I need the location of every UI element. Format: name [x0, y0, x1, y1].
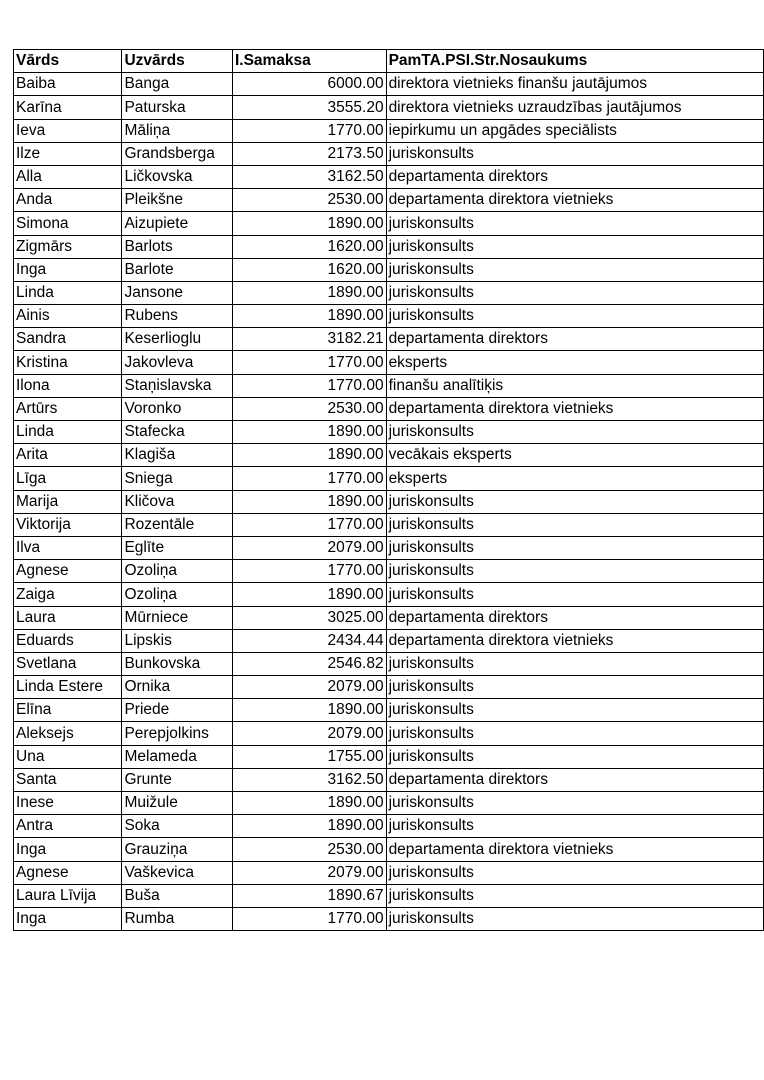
- table-row: [14, 467, 764, 490]
- cell-position: juriskonsults: [386, 305, 763, 328]
- cell-position: juriskonsults: [386, 513, 763, 536]
- table-row: [14, 258, 764, 281]
- cell-salary: 1890.00: [232, 792, 386, 815]
- table-row: [14, 281, 764, 304]
- cell-salary: 1770.00: [232, 351, 386, 374]
- cell-position: juriskonsults: [386, 583, 763, 606]
- cell-salary: 1755.00: [232, 745, 386, 768]
- header-salary: I.Samaksa: [232, 50, 386, 73]
- cell-position: eksperts: [386, 467, 763, 490]
- cell-last-name: Lipskis: [122, 629, 233, 652]
- cell-first-name: Zigmārs: [14, 235, 122, 258]
- cell-last-name: Buša: [122, 884, 233, 907]
- cell-first-name: Elīna: [14, 699, 122, 722]
- cell-last-name: Ličkovska: [122, 165, 233, 188]
- cell-salary: 1890.00: [232, 699, 386, 722]
- cell-salary: 3162.50: [232, 165, 386, 188]
- cell-position: juriskonsults: [386, 536, 763, 559]
- cell-last-name: Staņislavska: [122, 374, 233, 397]
- cell-first-name: Kristina: [14, 351, 122, 374]
- cell-last-name: Stafecka: [122, 421, 233, 444]
- cell-last-name: Rubens: [122, 305, 233, 328]
- cell-position: juriskonsults: [386, 722, 763, 745]
- header-row: [14, 50, 764, 73]
- cell-salary: 1890.00: [232, 490, 386, 513]
- cell-last-name: Vaškevica: [122, 861, 233, 884]
- table-row: [14, 629, 764, 652]
- cell-position: juriskonsults: [386, 815, 763, 838]
- cell-position: juriskonsults: [386, 421, 763, 444]
- cell-salary: 2079.00: [232, 861, 386, 884]
- header-last-name: Uzvārds: [122, 50, 233, 73]
- cell-first-name: Sandra: [14, 328, 122, 351]
- cell-salary: 2173.50: [232, 142, 386, 165]
- cell-salary: 1890.00: [232, 421, 386, 444]
- table-row: [14, 745, 764, 768]
- cell-first-name: Linda: [14, 421, 122, 444]
- cell-position: departamenta direktors: [386, 606, 763, 629]
- cell-last-name: Keserlioglu: [122, 328, 233, 351]
- cell-first-name: Baiba: [14, 73, 122, 96]
- cell-last-name: Paturska: [122, 96, 233, 119]
- cell-last-name: Grauziņa: [122, 838, 233, 861]
- cell-salary: 2079.00: [232, 722, 386, 745]
- cell-last-name: Ozoliņa: [122, 560, 233, 583]
- cell-last-name: Grandsberga: [122, 142, 233, 165]
- cell-first-name: Inga: [14, 907, 122, 930]
- cell-first-name: Linda Estere: [14, 676, 122, 699]
- cell-salary: 2434.44: [232, 629, 386, 652]
- cell-last-name: Barlote: [122, 258, 233, 281]
- cell-salary: 1890.00: [232, 444, 386, 467]
- cell-salary: 3025.00: [232, 606, 386, 629]
- table-row: [14, 861, 764, 884]
- cell-first-name: Eduards: [14, 629, 122, 652]
- table-row: [14, 444, 764, 467]
- cell-position: departamenta direktors: [386, 165, 763, 188]
- cell-position: departamenta direktors: [386, 768, 763, 791]
- cell-salary: 2530.00: [232, 838, 386, 861]
- table-row: [14, 351, 764, 374]
- cell-last-name: Perepjolkins: [122, 722, 233, 745]
- cell-last-name: Jakovleva: [122, 351, 233, 374]
- cell-salary: 1770.00: [232, 467, 386, 490]
- cell-position: juriskonsults: [386, 792, 763, 815]
- cell-position: juriskonsults: [386, 490, 763, 513]
- cell-salary: 3162.50: [232, 768, 386, 791]
- table-row: [14, 768, 764, 791]
- cell-first-name: Zaiga: [14, 583, 122, 606]
- cell-last-name: Aizupiete: [122, 212, 233, 235]
- header-first-name: Vārds: [14, 50, 122, 73]
- cell-first-name: Līga: [14, 467, 122, 490]
- cell-position: juriskonsults: [386, 907, 763, 930]
- cell-position: departamenta direktors: [386, 328, 763, 351]
- cell-salary: 1890.67: [232, 884, 386, 907]
- table-row: [14, 583, 764, 606]
- cell-position: juriskonsults: [386, 560, 763, 583]
- table-row: [14, 513, 764, 536]
- table-row: [14, 397, 764, 420]
- table-row: [14, 235, 764, 258]
- cell-last-name: Rozentāle: [122, 513, 233, 536]
- cell-salary: 1890.00: [232, 281, 386, 304]
- cell-last-name: Ornika: [122, 676, 233, 699]
- cell-salary: 2079.00: [232, 536, 386, 559]
- cell-first-name: Artūrs: [14, 397, 122, 420]
- cell-position: juriskonsults: [386, 884, 763, 907]
- cell-salary: 1620.00: [232, 235, 386, 258]
- cell-first-name: Linda: [14, 281, 122, 304]
- cell-first-name: Laura: [14, 606, 122, 629]
- cell-position: departamenta direktora vietnieks: [386, 838, 763, 861]
- cell-first-name: Aleksejs: [14, 722, 122, 745]
- cell-salary: 2546.82: [232, 652, 386, 675]
- cell-salary: 1770.00: [232, 513, 386, 536]
- table-row: [14, 884, 764, 907]
- cell-position: eksperts: [386, 351, 763, 374]
- cell-first-name: Inga: [14, 838, 122, 861]
- cell-position: juriskonsults: [386, 235, 763, 258]
- cell-last-name: Banga: [122, 73, 233, 96]
- cell-position: juriskonsults: [386, 212, 763, 235]
- cell-position: direktora vietnieks uzraudzības jautājumos: [386, 96, 763, 119]
- table-row: [14, 699, 764, 722]
- table-row: [14, 305, 764, 328]
- cell-first-name: Marija: [14, 490, 122, 513]
- table-row: [14, 142, 764, 165]
- cell-last-name: Kličova: [122, 490, 233, 513]
- cell-salary: 3182.21: [232, 328, 386, 351]
- cell-salary: 3555.20: [232, 96, 386, 119]
- table-row: [14, 907, 764, 930]
- table-row: [14, 490, 764, 513]
- table-row: [14, 374, 764, 397]
- cell-position: juriskonsults: [386, 745, 763, 768]
- cell-last-name: Rumba: [122, 907, 233, 930]
- cell-position: juriskonsults: [386, 699, 763, 722]
- table-row: [14, 189, 764, 212]
- cell-first-name: Karīna: [14, 96, 122, 119]
- cell-last-name: Bunkovska: [122, 652, 233, 675]
- cell-position: finanšu analītiķis: [386, 374, 763, 397]
- cell-salary: 1770.00: [232, 560, 386, 583]
- cell-salary: 1890.00: [232, 212, 386, 235]
- table-row: [14, 165, 764, 188]
- table-row: [14, 652, 764, 675]
- table-body: [14, 73, 764, 931]
- cell-first-name: Simona: [14, 212, 122, 235]
- cell-position: juriskonsults: [386, 281, 763, 304]
- table-row: [14, 792, 764, 815]
- cell-salary: 1770.00: [232, 907, 386, 930]
- table-row: [14, 536, 764, 559]
- cell-first-name: Ilze: [14, 142, 122, 165]
- cell-last-name: Grunte: [122, 768, 233, 791]
- cell-salary: 1890.00: [232, 305, 386, 328]
- cell-last-name: Muižule: [122, 792, 233, 815]
- cell-first-name: Ilva: [14, 536, 122, 559]
- cell-position: departamenta direktora vietnieks: [386, 629, 763, 652]
- table-row: [14, 73, 764, 96]
- cell-first-name: Inga: [14, 258, 122, 281]
- cell-position: iepirkumu un apgādes speciālists: [386, 119, 763, 142]
- cell-position: vecākais eksperts: [386, 444, 763, 467]
- header-position: PamTA.PSI.Str.Nosaukums: [386, 50, 763, 73]
- table-row: [14, 328, 764, 351]
- cell-first-name: Arita: [14, 444, 122, 467]
- cell-salary: 1620.00: [232, 258, 386, 281]
- cell-last-name: Mūrniece: [122, 606, 233, 629]
- table-row: [14, 815, 764, 838]
- table-row: [14, 676, 764, 699]
- cell-first-name: Antra: [14, 815, 122, 838]
- cell-last-name: Jansone: [122, 281, 233, 304]
- cell-first-name: Santa: [14, 768, 122, 791]
- cell-first-name: Una: [14, 745, 122, 768]
- cell-last-name: Sniega: [122, 467, 233, 490]
- cell-last-name: Melameda: [122, 745, 233, 768]
- cell-first-name: Inese: [14, 792, 122, 815]
- cell-position: departamenta direktora vietnieks: [386, 189, 763, 212]
- cell-position: juriskonsults: [386, 258, 763, 281]
- cell-last-name: Klagiša: [122, 444, 233, 467]
- cell-position: juriskonsults: [386, 861, 763, 884]
- cell-position: juriskonsults: [386, 652, 763, 675]
- cell-first-name: Svetlana: [14, 652, 122, 675]
- cell-first-name: Anda: [14, 189, 122, 212]
- cell-last-name: Priede: [122, 699, 233, 722]
- table-row: [14, 212, 764, 235]
- cell-last-name: Barlots: [122, 235, 233, 258]
- table-row: [14, 560, 764, 583]
- cell-last-name: Soka: [122, 815, 233, 838]
- table-row: [14, 421, 764, 444]
- salary-table: [13, 49, 764, 931]
- table-row: [14, 722, 764, 745]
- spreadsheet-area: [13, 49, 764, 932]
- table-row: [14, 96, 764, 119]
- cell-last-name: Ozoliņa: [122, 583, 233, 606]
- table-row: [14, 606, 764, 629]
- cell-last-name: Pleikšne: [122, 189, 233, 212]
- cell-last-name: Eglīte: [122, 536, 233, 559]
- cell-first-name: Alla: [14, 165, 122, 188]
- cell-position: departamenta direktora vietnieks: [386, 397, 763, 420]
- cell-salary: 2530.00: [232, 189, 386, 212]
- table-row: [14, 119, 764, 142]
- cell-salary: 2079.00: [232, 676, 386, 699]
- table-row: [14, 838, 764, 861]
- cell-salary: 1890.00: [232, 815, 386, 838]
- cell-first-name: Agnese: [14, 560, 122, 583]
- cell-last-name: Voronko: [122, 397, 233, 420]
- cell-position: juriskonsults: [386, 142, 763, 165]
- cell-first-name: Ilona: [14, 374, 122, 397]
- cell-last-name: Māliņa: [122, 119, 233, 142]
- cell-first-name: Agnese: [14, 861, 122, 884]
- cell-first-name: Laura Līvija: [14, 884, 122, 907]
- cell-first-name: Viktorija: [14, 513, 122, 536]
- cell-position: juriskonsults: [386, 676, 763, 699]
- cell-salary: 1770.00: [232, 374, 386, 397]
- cell-salary: 1890.00: [232, 583, 386, 606]
- cell-position: direktora vietnieks finanšu jautājumos: [386, 73, 763, 96]
- cell-salary: 6000.00: [232, 73, 386, 96]
- cell-first-name: Ieva: [14, 119, 122, 142]
- cell-salary: 1770.00: [232, 119, 386, 142]
- cell-first-name: Ainis: [14, 305, 122, 328]
- cell-salary: 2530.00: [232, 397, 386, 420]
